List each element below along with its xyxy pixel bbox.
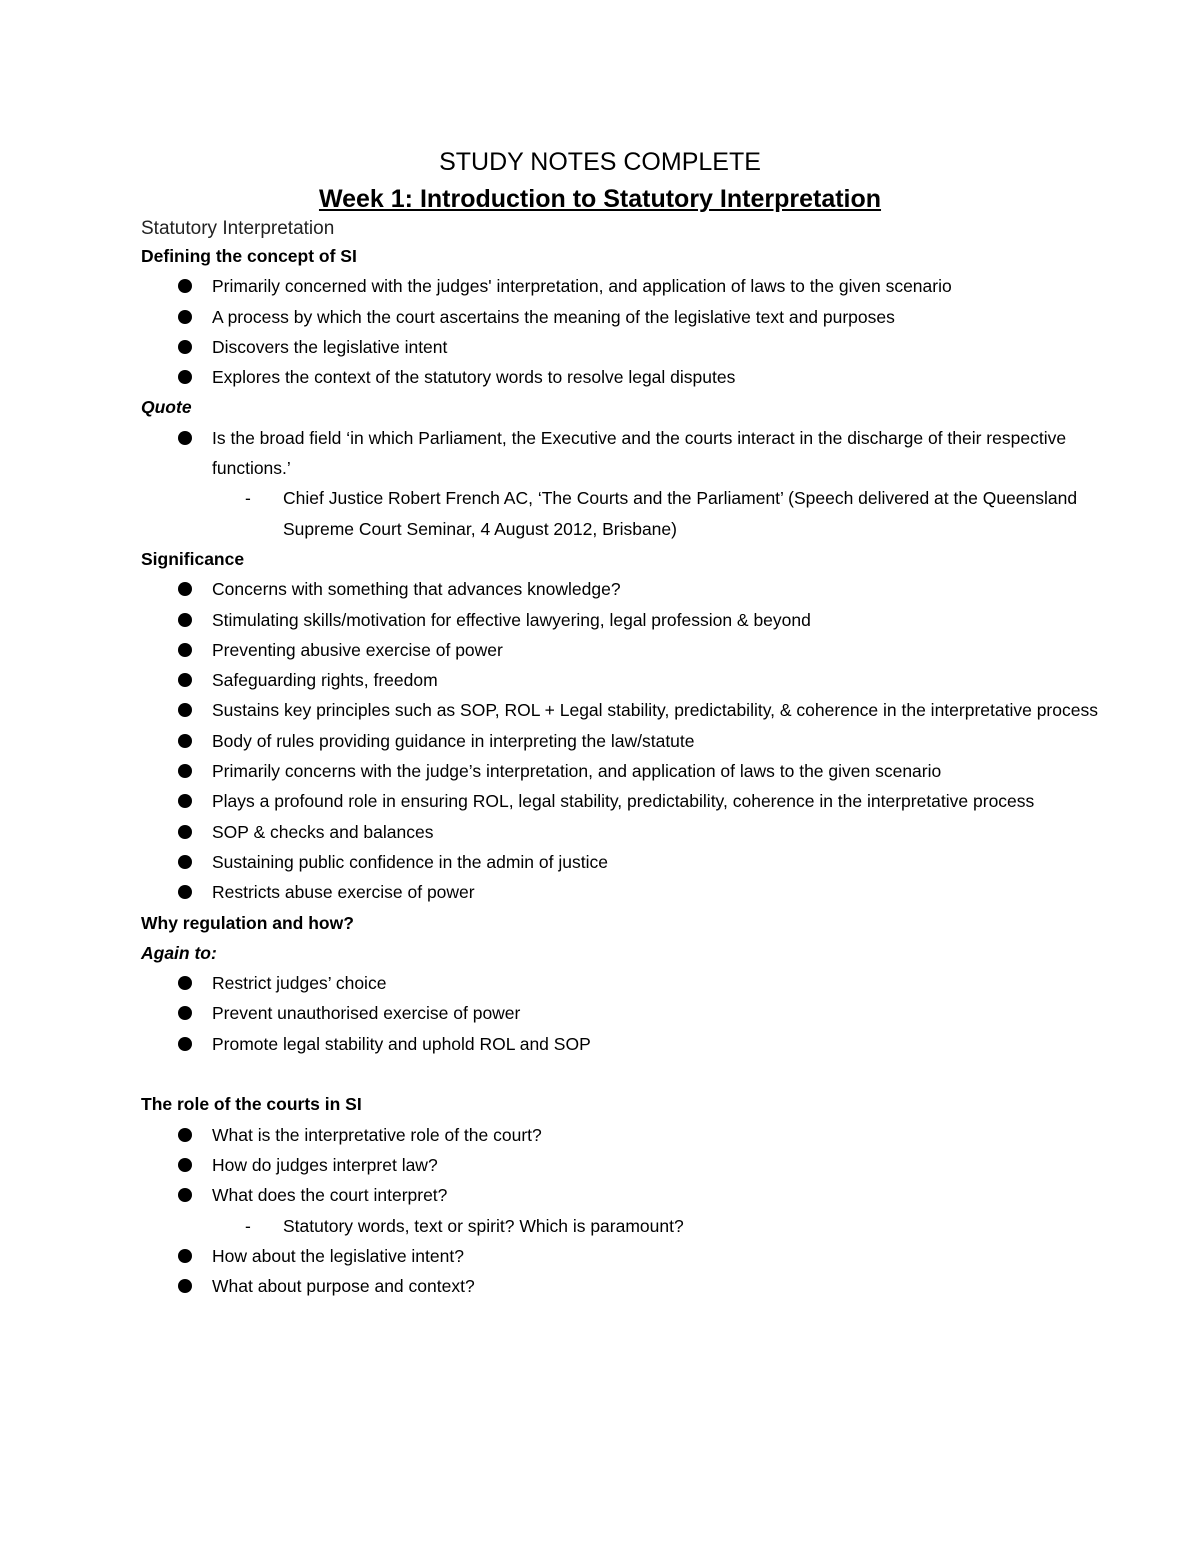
list-item-text: Plays a profound role in ensuring ROL, legal stability, predictability, coherence in the interpretative process	[212, 791, 1035, 812]
bullet-dot-icon	[178, 310, 192, 324]
list-item	[141, 1241, 1141, 1271]
list-item-text: Is the broad field ‘in which Parliament, the Executive and the courts interact in the discharge of their respective functions.’	[212, 427, 1067, 479]
bullet-dot-icon	[178, 976, 192, 990]
list-item-text: Primarily concerned with the judges' interpretation, and application of laws to the given scenario	[212, 276, 952, 297]
bullet-dot-icon	[178, 1006, 192, 1020]
list-item-text: Preventing abusive exercise of power	[212, 639, 503, 660]
list-item	[141, 1029, 1141, 1059]
list-item-text: Safeguarding rights, freedom	[212, 670, 438, 691]
list-item	[141, 847, 1141, 877]
list-item	[141, 332, 1141, 362]
list-item-text: Sustains key principles such as SOP, ROL + Legal stability, predictability, & coherence in the interpretative process	[212, 700, 1098, 721]
bullet-dot-icon	[178, 1249, 192, 1263]
defining-si-list	[141, 271, 1141, 392]
list-item-text: Sustaining public confidence in the admin of justice	[212, 851, 608, 872]
list-item-text: A process by which the court ascertains the meaning of the legislative text and purposes	[212, 306, 895, 327]
bullet-dot-icon	[178, 1128, 192, 1142]
list-item-text: Stimulating skills/motivation for effective lawyering, legal profession & beyond	[212, 609, 811, 630]
list-item	[141, 665, 1141, 695]
list-item	[141, 1271, 1141, 1301]
list-item	[141, 756, 1141, 786]
list-item-text: Concerns with something that advances knowledge?	[212, 579, 621, 600]
bullet-dot-icon	[178, 734, 192, 748]
heading-defining-si: Defining the concept of SI	[141, 246, 357, 266]
list-item-text: Promote legal stability and uphold ROL and SOP	[212, 1033, 591, 1054]
heading-role-of-courts: The role of the courts in SI	[141, 1094, 362, 1115]
blank-line	[141, 1059, 1141, 1089]
significance-list	[141, 574, 1141, 907]
list-item-text: How about the legislative intent?	[212, 1245, 464, 1266]
list-item-text: Primarily concerns with the judge’s interpretation, and application of laws to the given scenario	[212, 761, 942, 782]
list-item	[141, 968, 1141, 998]
list-item	[141, 362, 1141, 392]
bullet-dot-icon	[178, 340, 192, 354]
notes-body	[141, 241, 1141, 1301]
bullet-dot-icon	[178, 582, 192, 596]
bullet-dot-icon	[178, 673, 192, 687]
bullet-dot-icon	[178, 1037, 192, 1051]
list-item-text: Restricts abuse exercise of power	[212, 882, 475, 903]
quote-attribution	[141, 483, 1141, 544]
list-item	[141, 998, 1141, 1028]
bullet-dot-icon	[178, 613, 192, 627]
list-item	[141, 423, 1141, 484]
dash-icon: -	[245, 1215, 251, 1236]
attribution-text: Chief Justice Robert French AC, ‘The Courts and the Parliament’ (Speech delivered at the Queensland Supreme Court Seminar, 4 August 2012, Brisbane)	[283, 488, 1078, 539]
list-item	[141, 695, 1141, 725]
role-of-courts-subitem	[141, 1211, 1141, 1241]
bullet-dot-icon	[178, 1279, 192, 1293]
bullet-dot-icon	[178, 885, 192, 899]
list-item	[141, 1150, 1141, 1180]
heading-quote: Quote	[141, 397, 192, 418]
list-item-text: How do judges interpret law?	[212, 1154, 438, 1175]
section-label: Statutory Interpretation	[141, 218, 335, 239]
list-item	[141, 726, 1141, 756]
list-item-text: Discovers the legislative intent	[212, 336, 448, 357]
list-item-text: What does the court interpret?	[212, 1185, 448, 1206]
list-item	[141, 877, 1141, 907]
list-item-text: Restrict judges’ choice	[212, 973, 387, 994]
bullet-dot-icon	[178, 794, 192, 808]
bullet-dot-icon	[178, 764, 192, 778]
heading-why-regulation: Why regulation and how?	[141, 912, 354, 933]
bullet-dot-icon	[178, 855, 192, 869]
document-title: STUDY NOTES COMPLETE	[439, 148, 761, 176]
list-item	[141, 817, 1141, 847]
bullet-dot-icon	[178, 703, 192, 717]
list-item-text: Prevent unauthorised exercise of power	[212, 1003, 521, 1024]
list-item-text: What is the interpretative role of the court?	[212, 1124, 542, 1145]
bullet-dot-icon	[178, 1188, 192, 1202]
bullet-dot-icon	[178, 431, 192, 445]
bullet-dot-icon	[178, 279, 192, 293]
list-item	[141, 302, 1141, 332]
list-item	[141, 1120, 1141, 1150]
heading-significance: Significance	[141, 548, 245, 569]
list-item-text: Explores the context of the statutory words to resolve legal disputes	[212, 367, 736, 388]
role-of-courts-list	[141, 1120, 1141, 1211]
bullet-dot-icon	[178, 1158, 192, 1172]
list-item	[141, 635, 1141, 665]
document-subtitle: Week 1: Introduction to Statutory Interpretation	[318, 185, 882, 213]
list-item	[141, 605, 1141, 635]
role-of-courts-list-continued	[141, 1241, 1141, 1302]
bullet-dot-icon	[178, 370, 192, 384]
list-item	[141, 1180, 1141, 1210]
subitem-text: Statutory words, text or spirit? Which is paramount?	[283, 1215, 684, 1236]
subheading-again-to: Again to:	[141, 942, 217, 963]
bullet-dot-icon	[178, 825, 192, 839]
list-item	[141, 271, 1141, 301]
list-item-text: What about purpose and context?	[212, 1276, 475, 1297]
list-item-text: Body of rules providing guidance in interpreting the law/statute	[212, 730, 695, 751]
list-item-text: SOP & checks and balances	[212, 821, 434, 842]
quote-list	[141, 423, 1141, 484]
dash-icon: -	[245, 488, 251, 509]
why-regulation-list	[141, 968, 1141, 1059]
list-item	[141, 574, 1141, 604]
bullet-dot-icon	[178, 643, 192, 657]
list-item	[141, 786, 1141, 816]
